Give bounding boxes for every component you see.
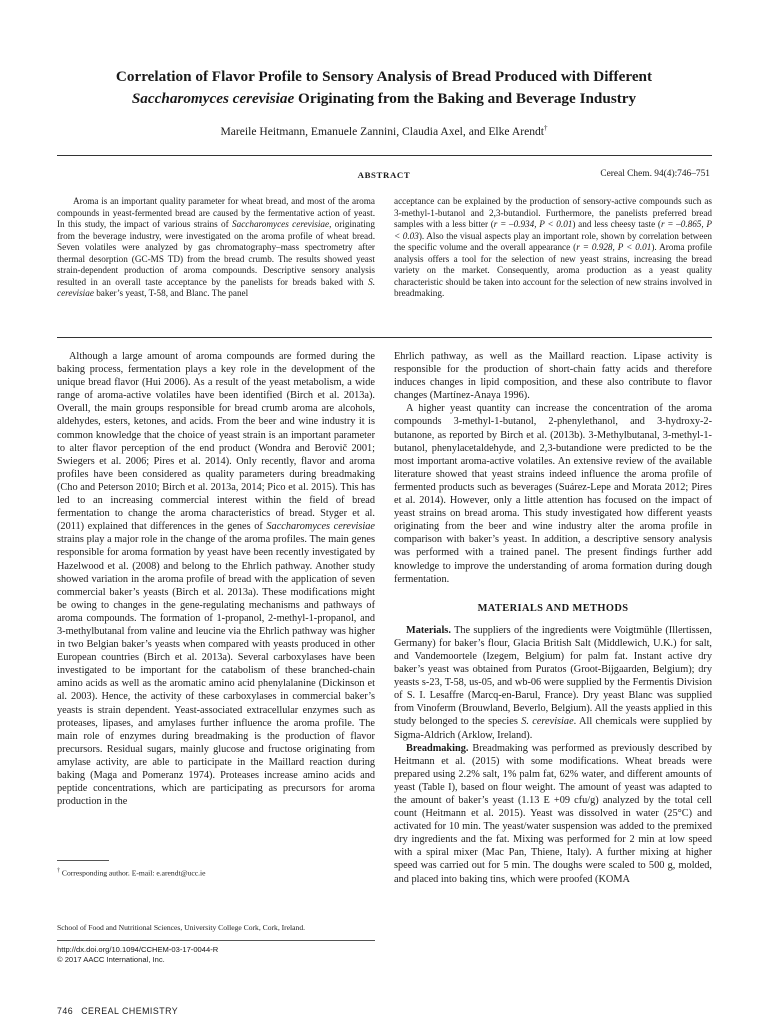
article-title (40, 66, 728, 110)
abstract-column-left (57, 196, 375, 300)
title-line-2-rest: Originating from the Baking and Beverage Industry (294, 90, 637, 107)
section-heading-methods: MATERIALS AND METHODS (477, 602, 629, 614)
intro-paragraph-1: Although a large amount of aroma compounds are formed during the baking process, fermentation plays a key role in the development of the unique bread flavor (Hui 2006). As a result of the yeast metabolism, a wide range of aroma-active volatiles have been identified (Birch et al. 2013a). Overall, the main groups responsible for bread crumb aroma are alcohols, aldehydes, esters, ketones, and acids. From the beer and wine industry it is common knowledge that the choice of yeast strain is an important parameter to alter flavor perception of the end product (Wondra and Berovič 2001; Swiegers et al. 2006; Pires et al. 2014). Only recently, flavor and aroma profiles have been considered as quality parameters during breadmaking (Cho and Peterson 2010; Birch et al. 2013a, 2014; Pico et al. 2015). This has led to an increasing commercial interest within the field of bread fermentation to change the aroma characteristics of bread. Styger et al. (2011) explained that differences in the genes of Saccharomyces cerevisiae strains play a major role in the change of the aroma profiles. The main genes responsible for aroma formation by yeast have been recently investigated by Hazelwood et al. (2008) and belong to the Ehrlich pathway. Another study showed variation in the aroma profile of bread with the application of seven commercial baker’s yeasts (Birch et al. 2013a). These modifications might be owing to changes in the gene-regulating mechanisms and pathways of aroma compounds. The formation of 1-propanol, 2-methyl-1-propanol, and 3-methylbutanal from valine and leucine via the Ehrlich pathway was higher in two Belgian baker’s yeasts when compared with yeasts produced in other European countries (Birch et al. 2013a). Several carboxylases have been investigated to be important for the catabolism of these branched-chain amino acids as well as the aromatic amino acid phenylalanine (Dickinson et al. 2003). Hence, the activity of these carboxylases in commercial baker’s yeasts is strain dependent. Yeast-associated extracellular enzymes such as proteases, lipases, and amylases further influence the aroma profile. The main role of enzymes during breadmaking is the production of flavor precursors. Residual sugars, mainly glucose and fructose originating from amylase activity, are able to participate in the Maillard reaction during baking (Maga and Pomeranz 1974). Proteases increase amino acids and peptide concentrations, which are participating as precursors for aroma production in the (57, 351, 375, 808)
journal-citation: Cereal Chem. 94(4):746–751 (600, 169, 710, 179)
page-folio (57, 1006, 178, 1016)
header-rule (57, 155, 712, 156)
corresponding-author-note: † Corresponding author. E-mail: e.arendt@ucc.ie (57, 868, 206, 878)
doi-link: http://dx.doi.org/10.1094/CCHEM-03-17-0044-R (57, 945, 219, 954)
title-line-2 (40, 88, 728, 110)
author-mark: † (544, 124, 548, 132)
footnote-rule (57, 860, 109, 861)
intro-paragraph-1-continued: Ehrlich pathway, as well as the Maillard reaction. Lipase activity is responsible for the production of short-chain fatty acids and therefore induces changes in lipid composition, and these also contribute to flavor changes (Martínez-Anaya 1996). (394, 351, 712, 402)
doi-block (57, 945, 218, 965)
abstract-rule (57, 337, 712, 338)
page-number: 746 (57, 1006, 74, 1016)
materials-paragraph: Materials. The suppliers of the ingredients were Voigtmühle (Illertissen, Germany) for baker’s flour, Glacia British Salt (Middlewich, U.K.) for salt, and Vandemoortele (Izegem, Belgium) for palm fat. Instant active dry baker’s yeast was obtained from Puratos (Groot-Bijgaarden, Belgium); dry yeasts s-23, T-58, us-05, and wb-06 were supplied by the Fermentis Division of S. I. Lesaffre (Marcq-en-Barul, France). Dry yeast Blanc was supplied from Vinoferm (Brouwland, Beverlo, Belgium). All the yeasts applied in this study belonged to the species S. cerevisiae. All chemicals were supplied by Sigma-Aldrich (Arklow, Ireland). (394, 624, 712, 741)
title-line-1: Correlation of Flavor Profile to Sensory Analysis of Bread Produced with Different (115, 68, 653, 85)
abstract-paragraph-1: Aroma is an important quality parameter for wheat bread, and most of the aroma compounds in yeast-fermented bread are caused by the fermentative action of yeast. In this study, the impact of various strains of Saccharomyces cerevisiae, originating from the beverage industry, were investigated on the aroma profile of wheat bread. Seven volatiles were analyzed by gas chromatography–mass spectrometry after thermal desorption (GC-MS TD) from the bread crumb. The results showed yeast strain-dependent production of aroma compounds. Descriptive sensory analysis resulted in an overall taste acceptance by the panelists for breads baked with S. cerevisiae baker’s yeast, T-58, and Blanc. The panel (57, 196, 375, 299)
breadmaking-runin: Breadmaking. (406, 742, 469, 754)
body-column-right (394, 350, 712, 886)
abstract-heading: ABSTRACT (357, 170, 411, 180)
body-column-left (57, 350, 375, 808)
journal-name: CEREAL CHEMISTRY (81, 1006, 179, 1016)
copyright-line: © 2017 AACC International, Inc. (57, 955, 165, 964)
author-names: Mareile Heitmann, Emanuele Zannini, Claudia Axel, and Elke Arendt (220, 124, 545, 138)
abstract-column-right (394, 196, 712, 300)
author-list (40, 124, 728, 138)
breadmaking-paragraph: Breadmaking. Breadmaking was performed as previously described by Heitmann et al. (2015) with some modifications. Wheat breads were prepared using 2.2% salt, 1% palm fat, 62% water, and different amounts of yeast (Table I), based on flour weight. The amount of yeast was adapted to the amount of baker’s yeast (1.13 E +09 cfu/g) analyzed by the total cell count (Heitmann et al. 2015). Yeast was dissolved in water (25°C) and activated for 10 min. The yeast/water suspension was added to the premixed dry ingredients and the fat. Mixing was performed for 2 min at low speed with a spiral mixer (Mac Pan, Thiene, Italy). A further mixing at higher speed was carried out for 5 min. The doughs were scaled to 500 g, molded, and placed into baking tins, which were proofed (KOMA (394, 742, 712, 885)
affiliation-note: School of Food and Nutritional Sciences, University College Cork, Cork, Ireland. (57, 923, 306, 932)
materials-runin: Materials. (406, 624, 451, 636)
abstract-paragraph-2: acceptance can be explained by the production of sensory-active compounds such as 3-methyl-1-butanol and 2,3-butandiol. Furthermore, the panelists preferred bread samples with a less bitter (r = –0.934, P < 0.01) and less cheesy taste (r = –0.865, P < 0.03). Also the visual aspects play an important role, shown by correlation between the specific volume and the overall appearance (r = 0.928, P < 0.01). Aroma profile analysis offers a tool for the selection of new yeast strains, increasing the bread variety on the market. Consequently, aroma production as a yeast quality characteristic should be taken into account for the selection of new strains involved in breadmaking. (394, 196, 713, 299)
intro-paragraph-2: A higher yeast quantity can increase the concentration of the aroma compounds 3-methyl-1-butanol, 2-phenylethanol, and 3-hydroxy-2-butanone, as reported by Birch et al. (2013b). 3-Methylbutanal, 3-methyl-1-butanol, phenylacetaldehyde, and 2,3-butandione were predicted to be the most important aroma-active volatiles. An extensive review of the available literature showed that yeast strains indeed influence the aroma profile of fermented products such as beverages (Suárez-Lepe and Morata 2012; Pires et al. 2014). However, only a little attention has focused on the impact of yeast strains on bread aroma. This study investigated how different yeasts originating from the beer and wine industry alter the aroma profile in comparison with baker’s yeast. In addition, a descriptive sensory analysis was performed with a trained panel. The present findings further add knowledge to improve the understanding of aroma formation during dough fermentation. (394, 403, 712, 585)
doi-rule (57, 940, 375, 941)
title-species: Saccharomyces cerevisiae (131, 90, 295, 107)
